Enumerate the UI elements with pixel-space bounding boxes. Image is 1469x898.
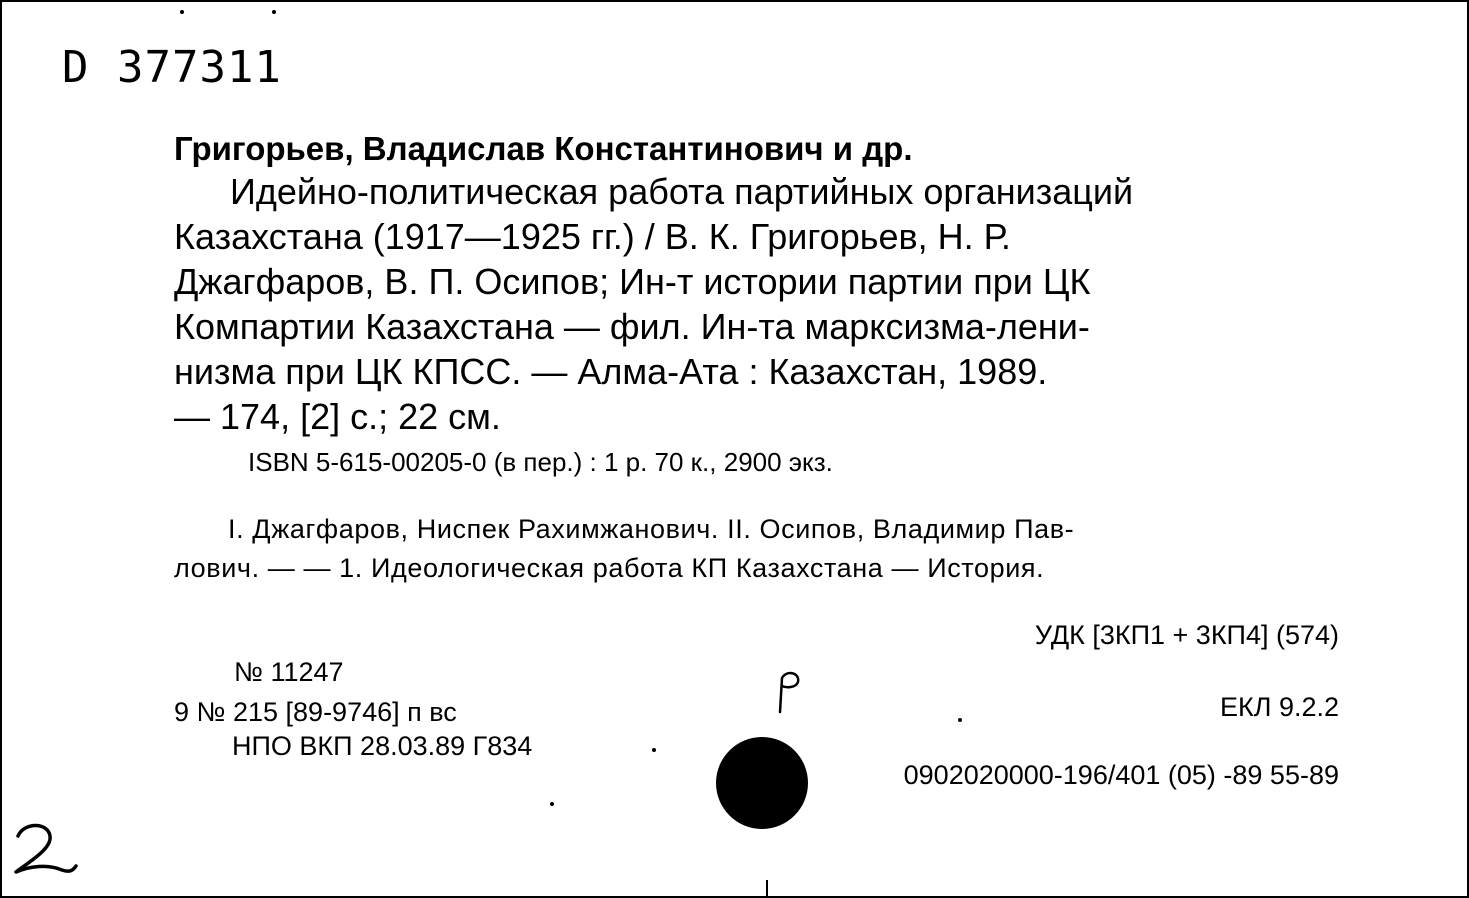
speck-mark xyxy=(652,748,656,752)
title-line-1: Идейно-политическая работа партийных организаций xyxy=(230,171,1134,212)
tracing-line-1: I. Джагфаров, Ниспек Рахимжанович. II. Осипов, Владимир Пав- xyxy=(228,514,1075,544)
card-number: № 11247 xyxy=(234,657,344,687)
title-line-3: Джагфаров, В. П. Осипов; Ин-т истории партии при ЦК xyxy=(174,261,1091,302)
punch-hole xyxy=(716,737,808,829)
title-line-5: низма при ЦК КПСС. — Алма-Ата : Казахстан, 1989. xyxy=(174,351,1048,392)
npo-line: НПО ВКП 28.03.89 Г834 xyxy=(232,731,533,761)
speck-mark xyxy=(180,10,184,14)
tracing-line-2: лович. — — 1. Идеологическая работа КП Казахстана — История. xyxy=(174,553,1045,583)
title-line-6: — 174, [2] с.; 22 см. xyxy=(174,396,501,437)
handwritten-mark-icon xyxy=(772,670,804,716)
handwritten-digit-icon xyxy=(10,820,80,880)
order-line: 9 № 215 [89-9746] п вс xyxy=(174,697,457,727)
author-heading: Григорьев, Владислав Константинович и др. xyxy=(174,130,913,167)
ekl-code: ЕКЛ 9.2.2 xyxy=(1219,692,1339,722)
edge-tick-mark xyxy=(766,880,768,898)
title-line-2: Казахстана (1917—1925 гг.) / В. К. Григорьев, Н. Р. xyxy=(174,216,1011,257)
speck-mark xyxy=(272,10,276,14)
call-number: D 377311 xyxy=(62,42,282,93)
title-line-4: Компартии Казахстана — фил. Ин-та марксизма-лени- xyxy=(174,306,1090,347)
speck-mark xyxy=(958,718,962,722)
isbn-line: ISBN 5-615-00205-0 (в пер.) : 1 р. 70 к., 2900 экз. xyxy=(248,447,833,477)
catalog-code: 0902020000-196/401 (05) -89 55-89 xyxy=(903,760,1339,790)
speck-mark xyxy=(550,802,554,806)
udk-code: УДК [3КП1 + 3КП4] (574) xyxy=(1034,620,1339,650)
